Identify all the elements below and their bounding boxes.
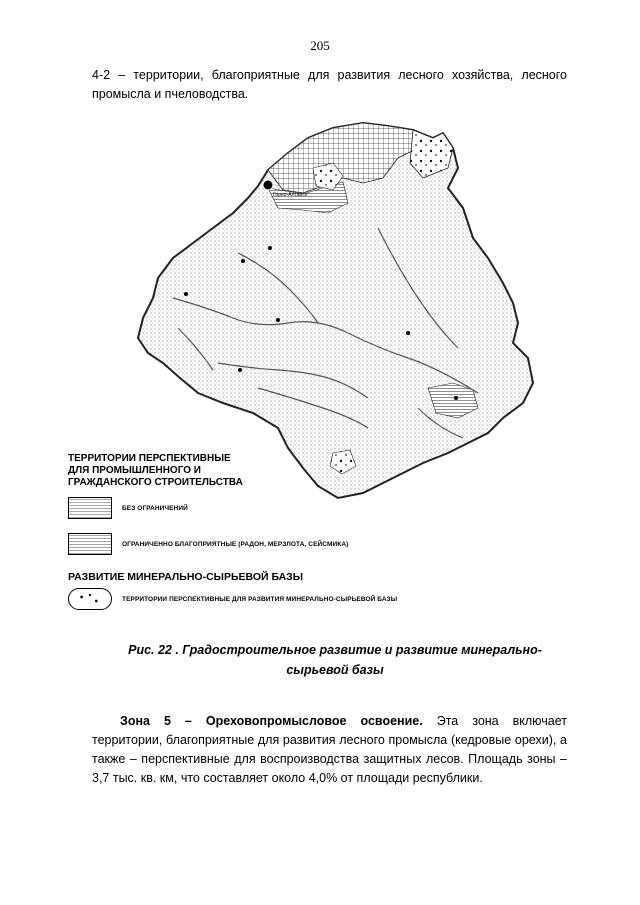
- settlement-marker: [276, 318, 280, 322]
- legend-heading-line: ГРАЖДАНСКОГО СТРОИТЕЛЬСТВА: [68, 477, 243, 488]
- legend-item-label: ТЕРРИТОРИИ ПЕРСПЕКТИВНЫЕ ДЛЯ РАЗВИТИЯ МИНЕРАЛЬНО-СЫРЬЕВОЙ БАЗЫ: [122, 595, 398, 603]
- settlement-marker: [454, 396, 458, 400]
- legend-item-label: БЕЗ ОГРАНИЧЕНИЙ: [122, 504, 188, 512]
- intro-paragraph: 4-2 – территории, благоприятные для развития лесного хозяйства, лесного промысла и пчеловодства.: [92, 68, 567, 101]
- legend-heading-line: ДЛЯ ПРОМЫШЛЕННОГО И: [68, 465, 201, 476]
- legend-item-no-restrictions: [68, 497, 508, 519]
- caption-line: сырьевой базы: [286, 663, 384, 677]
- settlement-marker: [268, 246, 272, 250]
- legend-heading-line: ТЕРРИТОРИИ ПЕРСПЕКТИВНЫЕ: [68, 453, 231, 464]
- legend-item-label: ОГРАНИЧЕННО БЛАГОПРИЯТНЫЕ (РАДОН, МЕРЗЛОТА, СЕЙСМИКА): [122, 540, 349, 548]
- legend-item-mineral: [68, 588, 508, 610]
- zone5-paragraph: [92, 712, 567, 788]
- settlement-marker: [184, 292, 188, 296]
- swatch-grid: [68, 497, 112, 519]
- page-number: 205: [310, 38, 330, 53]
- legend-item-limited: [68, 533, 508, 555]
- map-svg: [118, 108, 548, 508]
- swatch-spots: [68, 588, 112, 610]
- settlement-marker: [241, 259, 245, 263]
- figure-caption: [100, 640, 570, 680]
- legend-heading-construction: [68, 453, 508, 489]
- swatch-hatch: [68, 533, 112, 555]
- city-label: Горно-Алтайск: [273, 192, 307, 198]
- settlement-marker: [406, 331, 410, 335]
- paragraph-lead: Зона 5 – Ореховопромысловое освоение.: [120, 714, 423, 728]
- city-marker-gorno-altaysk: [263, 180, 273, 190]
- region-map: [118, 108, 548, 508]
- legend-heading-mineral: РАЗВИТИЕ МИНЕРАЛЬНО-СЫРЬЕВОЙ БАЗЫ: [68, 571, 304, 583]
- map-legend: [68, 453, 508, 610]
- settlement-marker: [238, 368, 242, 372]
- paragraph-text: Эта зона включает территории, благоприятные для развития лесного промысла (кедровые орехи), а также – перспективные для воспроизводства защитных лесов. Площадь зоны – 3,7 тыс. кв. км, что составляет около 4,0% от площади республики.: [92, 714, 567, 785]
- caption-line: Рис. 22 . Градостроительное развитие и развитие минерально-: [128, 643, 542, 657]
